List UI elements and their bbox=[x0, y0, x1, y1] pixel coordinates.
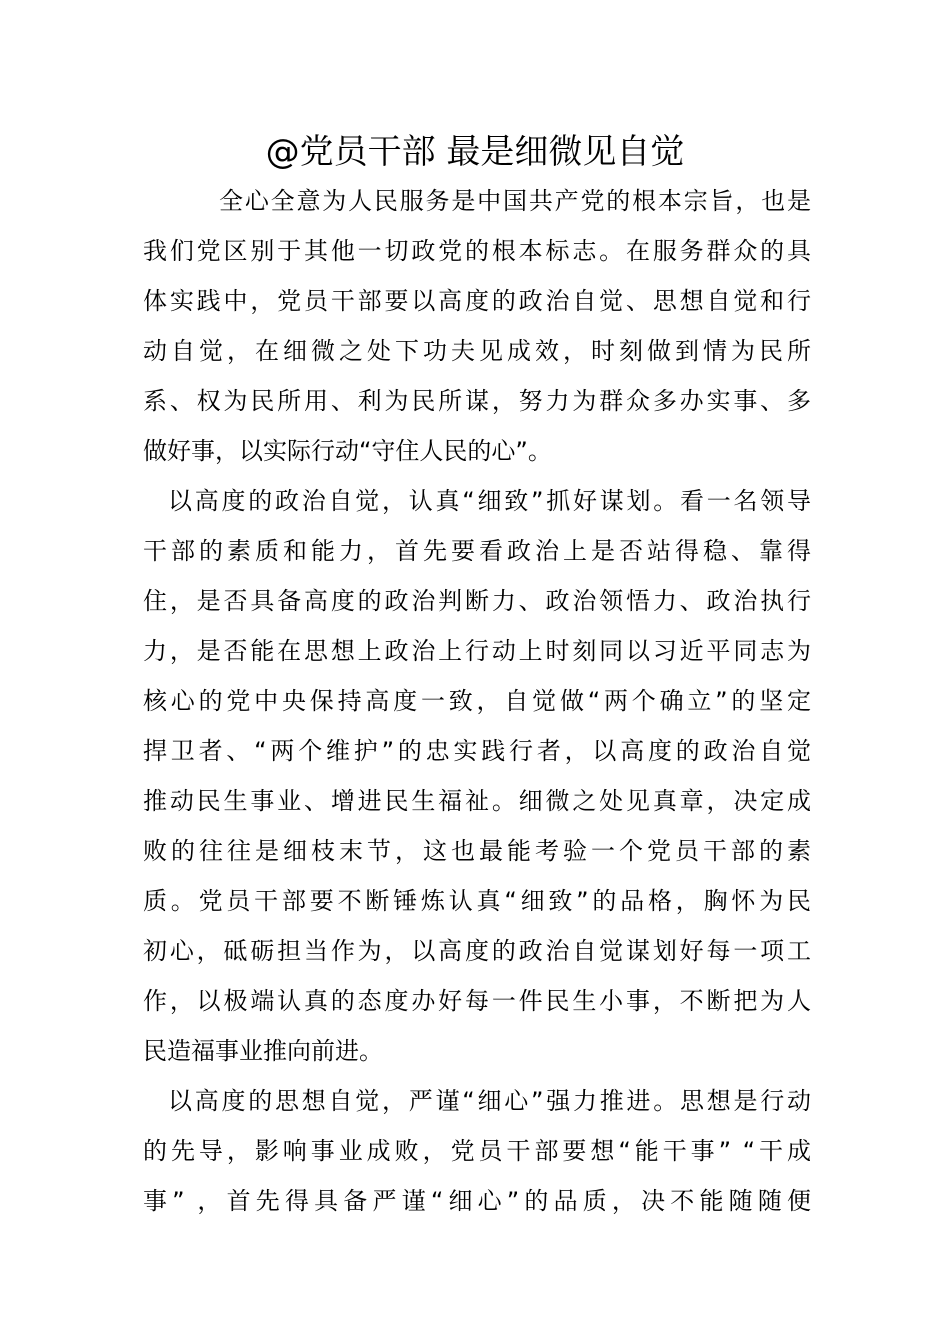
paragraph-2-line-5: 核心的党中央保持高度一致，自觉做“两个确立”的坚定 bbox=[143, 687, 811, 715]
paragraph-1-line-5: 系、权为民所用、利为民所谋，努力为群众多办实事、多 bbox=[143, 387, 811, 415]
paragraph-3-line-3: 事” ，首先得具备严谨“细心”的品质，决不能随随便 bbox=[143, 1187, 811, 1215]
paragraph-2-line-8: 败的往往是细枝末节，这也最能考验一个党员干部的素 bbox=[143, 837, 811, 865]
paragraph-1-line-1: 全心全意为人民服务是中国共产党的根本宗旨，也是 bbox=[219, 187, 811, 215]
paragraph-2-line-6: 捍卫者、“两个维护”的忠实践行者，以高度的政治自觉 bbox=[143, 737, 811, 765]
paragraph-2-line-7: 推动民生事业、增进民生福祉。细微之处见真章，决定成 bbox=[143, 787, 811, 815]
paragraph-2-line-10: 初心，砥砺担当作为，以高度的政治自觉谋划好每一项工 bbox=[143, 937, 811, 965]
paragraph-2-line-11: 作，以极端认真的态度办好每一件民生小事，不断把为人 bbox=[143, 987, 811, 1015]
paragraph-1-line-4: 动自觉，在细微之处下功夫见成效，时刻做到情为民所 bbox=[143, 337, 811, 365]
paragraph-2-line-2: 干部的素质和能力，首先要看政治上是否站得稳、靠得 bbox=[143, 537, 811, 565]
paragraph-1-line-2: 我们党区别于其他一切政党的根本标志。在服务群众的具 bbox=[143, 237, 811, 265]
paragraph-2-line-3: 住，是否具备高度的政治判断力、政治领悟力、政治执行 bbox=[143, 587, 811, 615]
document-title: @党员干部 最是细微见自觉 bbox=[265, 132, 685, 172]
paragraph-2-line-9: 质。党员干部要不断锤炼认真“细致”的品格，胸怀为民 bbox=[143, 887, 811, 915]
paragraph-2-line-1: 以高度的政治自觉，认真“细致”抓好谋划。看一名领导 bbox=[168, 487, 811, 515]
paragraph-1-line-6: 做好事，以实际行动“守住人民的心”。 bbox=[143, 437, 552, 465]
paragraph-2-line-12: 民造福事业推向前进。 bbox=[143, 1037, 383, 1065]
paragraph-2-line-4: 力，是否能在思想上政治上行动上时刻同以习近平同志为 bbox=[143, 637, 811, 665]
paragraph-3-line-2: 的先导，影响事业成败，党员干部要想“能干事” “干成 bbox=[143, 1137, 811, 1165]
paragraph-1-line-3: 体实践中，党员干部要以高度的政治自觉、思想自觉和行 bbox=[143, 287, 811, 315]
paragraph-3-line-1: 以高度的思想自觉，严谨“细心”强力推进。思想是行动 bbox=[168, 1087, 811, 1115]
document-body bbox=[143, 176, 811, 1226]
